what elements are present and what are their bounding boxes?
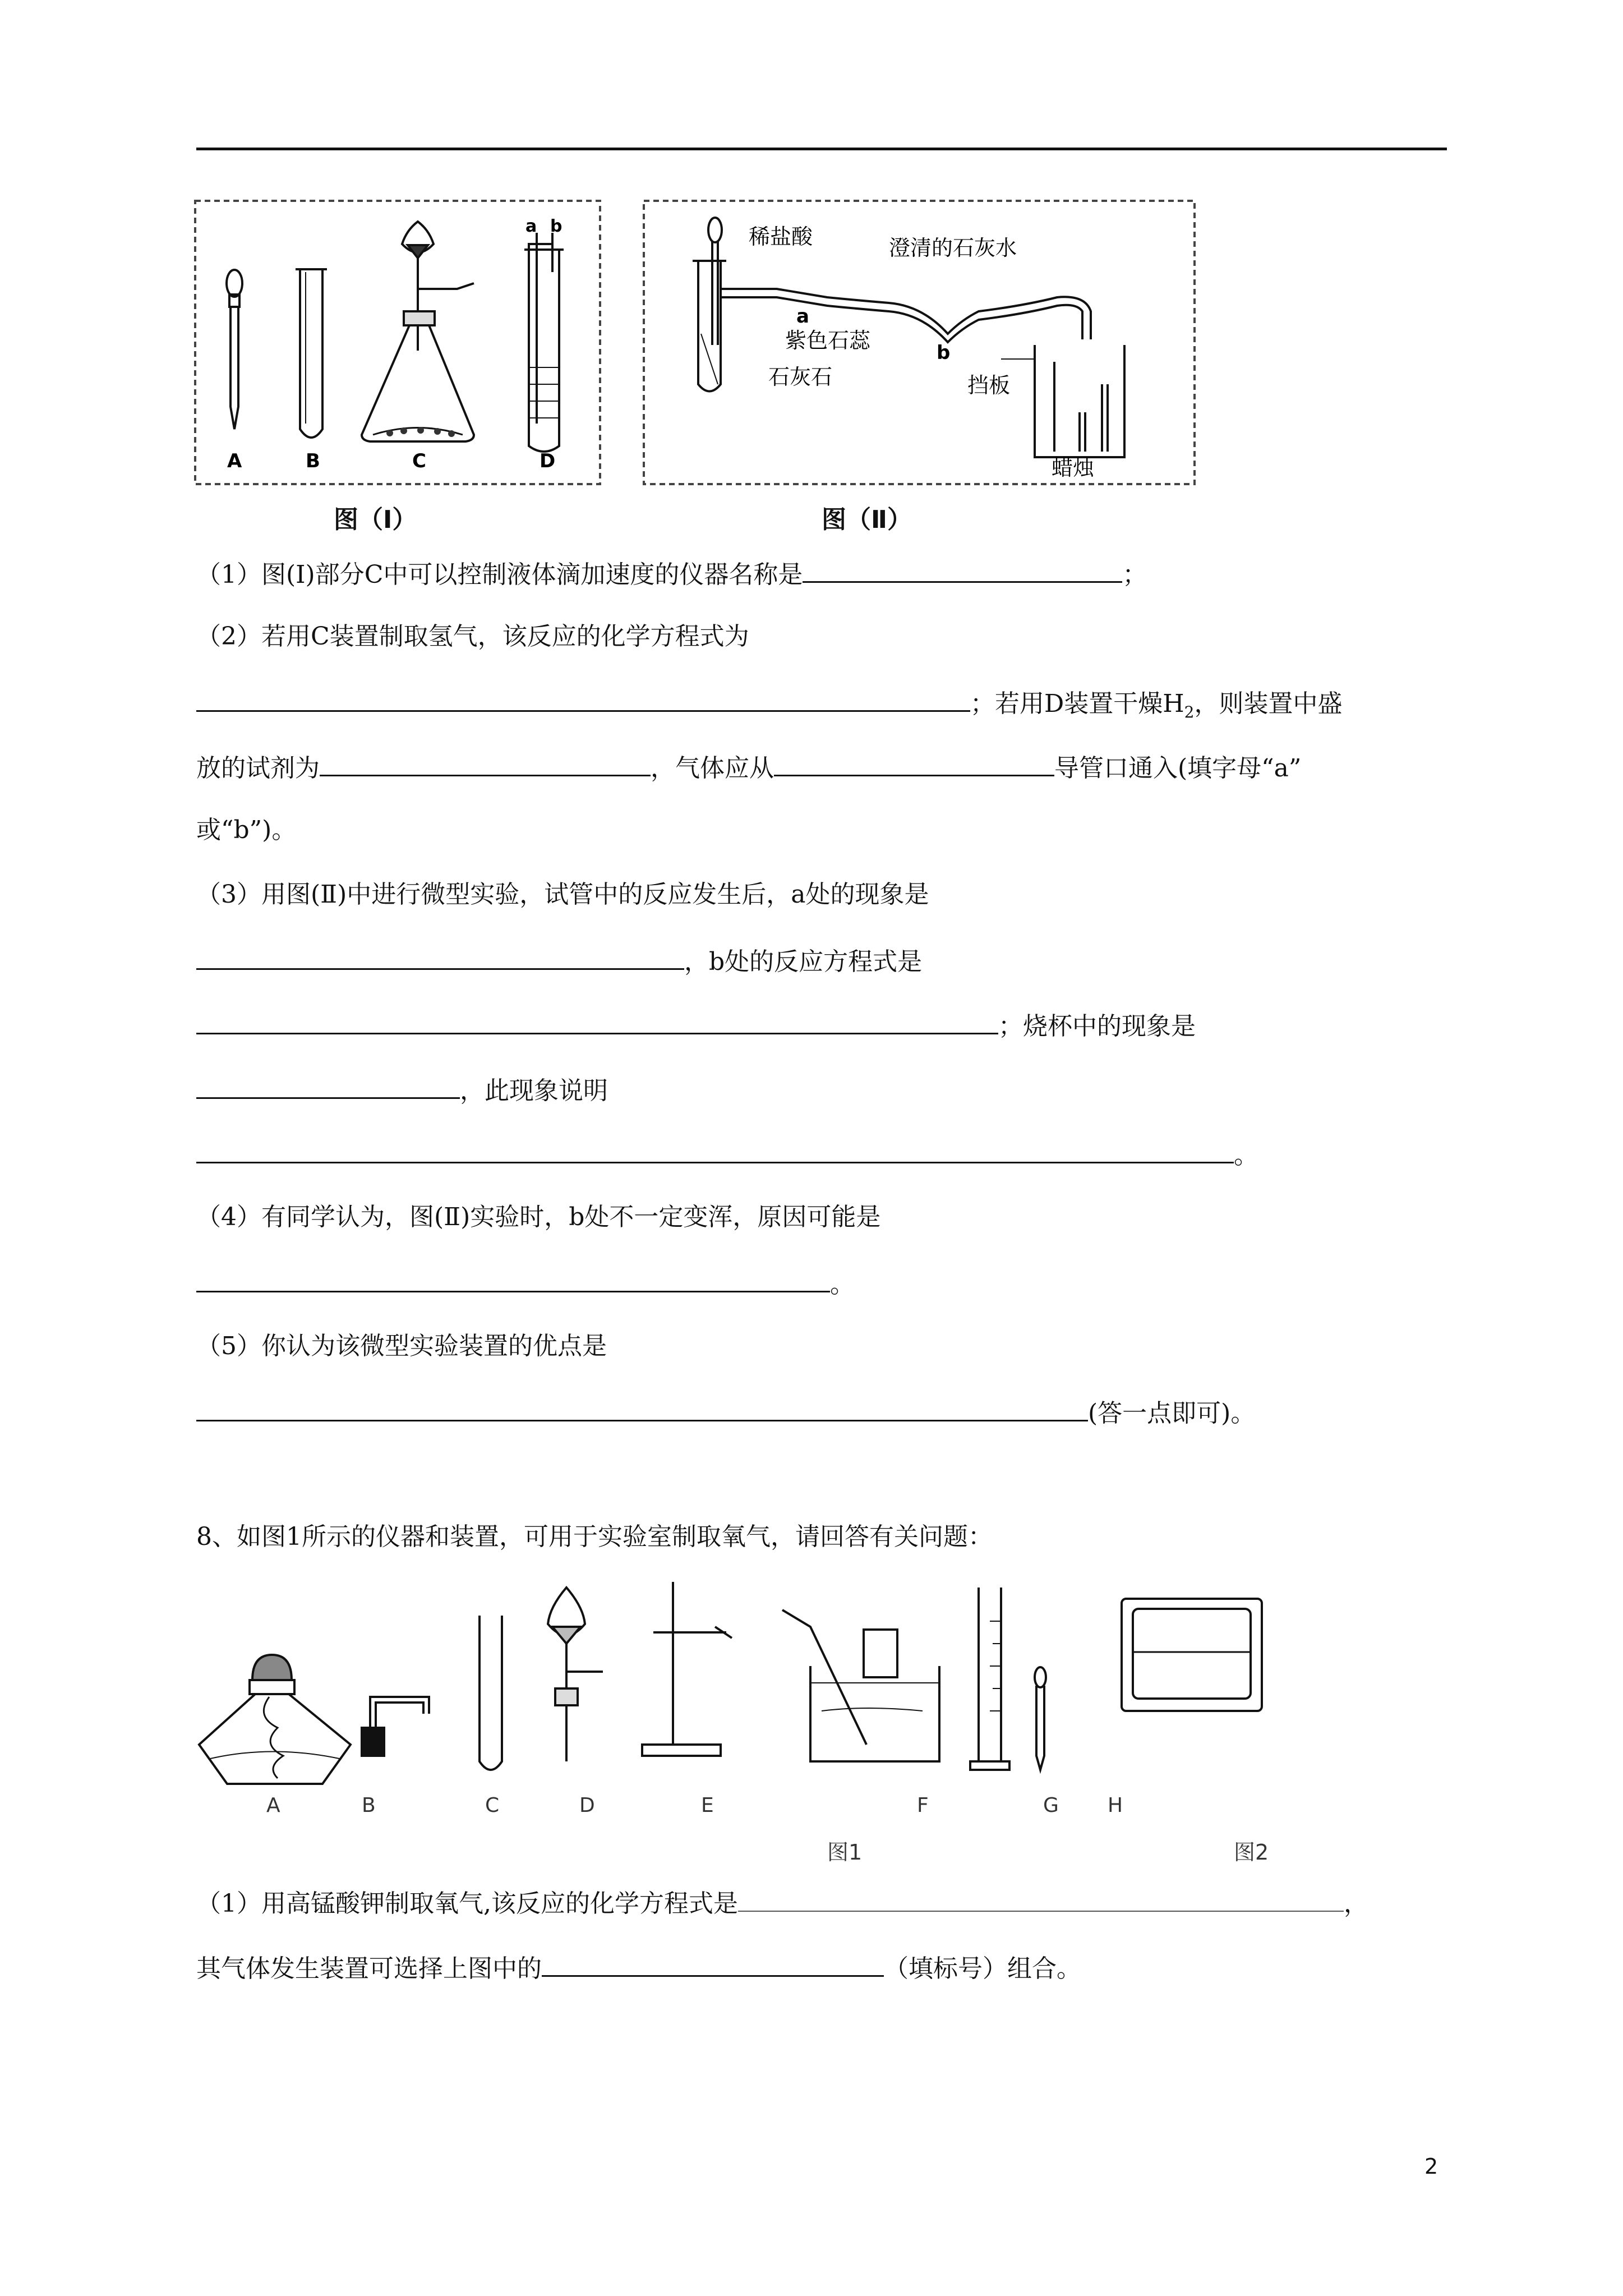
figure-q8-apparatus	[193, 1576, 1377, 1868]
flask-with-funnel-c	[362, 222, 474, 441]
fig1-label-d: D	[540, 450, 556, 472]
q7-part3: （3）用图(Ⅱ)中进行微型实验，试管中的反应发生后，a处的现象是	[196, 880, 929, 909]
q7-part5: （5）你认为该微型实验装置的优点是	[196, 1332, 607, 1360]
q7-part1: （1）图(Ⅰ)部分C中可以控制液体滴加速度的仪器名称是 ；	[196, 555, 1147, 592]
fig1-label-b: B	[306, 450, 320, 472]
answer-blank[interactable]	[196, 1007, 998, 1034]
q7-part3-line3: ；烧杯中的现象是	[196, 1007, 1196, 1043]
fig1-port-a: a	[525, 217, 537, 236]
q7-part3-line2: ，b处的反应方程式是	[196, 942, 922, 979]
label-limestone: 石灰石	[768, 365, 833, 389]
label-purple-litmus: 紫色石蕊	[785, 328, 871, 353]
page-number: 2	[1424, 2154, 1438, 2179]
q8-part1-line2: 其气体发生装置可选择上图中的 （填标号）组合。	[196, 1949, 1081, 1986]
answer-blank[interactable]	[196, 684, 970, 712]
q8-label-e: E	[701, 1794, 714, 1817]
q7-part5-line2: (答一点即可)。	[196, 1394, 1255, 1430]
q7-part3-line5: 。	[196, 1136, 1258, 1172]
q8-instruments	[199, 1582, 1262, 1784]
q7-part2-line2: ；若用D装置干燥$H_2$，则装置中盛	[196, 684, 1342, 729]
fig1-label-c: C	[412, 450, 426, 472]
figure-1-caption: 图（Ⅰ）	[334, 505, 417, 534]
answer-blank[interactable]	[320, 749, 651, 776]
q7-part4: （4）有同学认为，图(Ⅱ)实验时，b处不一定变浑，原因可能是	[196, 1203, 881, 1231]
q8-label-g: G	[1043, 1794, 1059, 1817]
washing-bottle-d	[524, 233, 564, 452]
label-baffle: 挡板	[967, 373, 1011, 398]
label-point-b: b	[937, 342, 951, 364]
q8-label-c: C	[485, 1794, 500, 1817]
answer-blank[interactable]	[774, 749, 1054, 776]
label-point-a: a	[796, 305, 809, 328]
q7-part4-line2: 。	[196, 1265, 855, 1301]
label-limewater: 澄清的石灰水	[889, 236, 1017, 260]
q7-part2-line3: 放的试剂为 ，气体应从 导管口通入(填字母“a”	[196, 749, 1301, 785]
q8-label-f: F	[917, 1794, 929, 1817]
q8-label-b: B	[362, 1794, 376, 1817]
answer-blank[interactable]	[196, 1265, 830, 1292]
answer-blank[interactable]	[738, 1885, 1344, 1912]
q7-part2: （2）若用C装置制取氢气，该反应的化学方程式为	[196, 622, 749, 651]
fig1-label-a: A	[227, 450, 242, 472]
answer-blank[interactable]	[196, 1394, 1088, 1421]
q8-label-a: A	[266, 1794, 280, 1817]
answer-blank[interactable]	[542, 1949, 884, 1977]
answer-blank[interactable]	[196, 1071, 460, 1099]
fig1-port-b: b	[550, 217, 562, 236]
q8-title: 8、如图1所示的仪器和装置，可用于实验室制取氧气，请回答有关问题：	[196, 1522, 993, 1551]
answer-blank[interactable]	[803, 555, 1122, 583]
q7-part3-line4: ，此现象说明	[196, 1071, 608, 1108]
answer-blank[interactable]	[196, 1136, 1234, 1163]
q8-fig1-caption: 图1	[827, 1840, 863, 1865]
label-dilute-hcl: 稀盐酸	[749, 224, 813, 249]
figure-1-apparatus	[193, 199, 603, 485]
q8-label-d: D	[579, 1794, 595, 1817]
q8-label-h: H	[1108, 1794, 1123, 1817]
test-tube-b	[296, 269, 327, 438]
header-rule	[196, 148, 1447, 150]
label-candle: 蜡烛	[1052, 455, 1095, 480]
q8-fig2-caption: 图2	[1234, 1840, 1269, 1865]
dropper-a	[227, 270, 242, 429]
figure-2-caption: 图（Ⅱ）	[822, 505, 912, 534]
figure-2-micro-experiment	[642, 199, 1197, 485]
q7-part2-line4: 或“b”)。	[196, 816, 297, 844]
answer-blank[interactable]	[196, 942, 684, 970]
q8-part1: （1）用高锰酸钾制取氧气,该反应的化学方程式是 ，	[196, 1885, 1368, 1921]
